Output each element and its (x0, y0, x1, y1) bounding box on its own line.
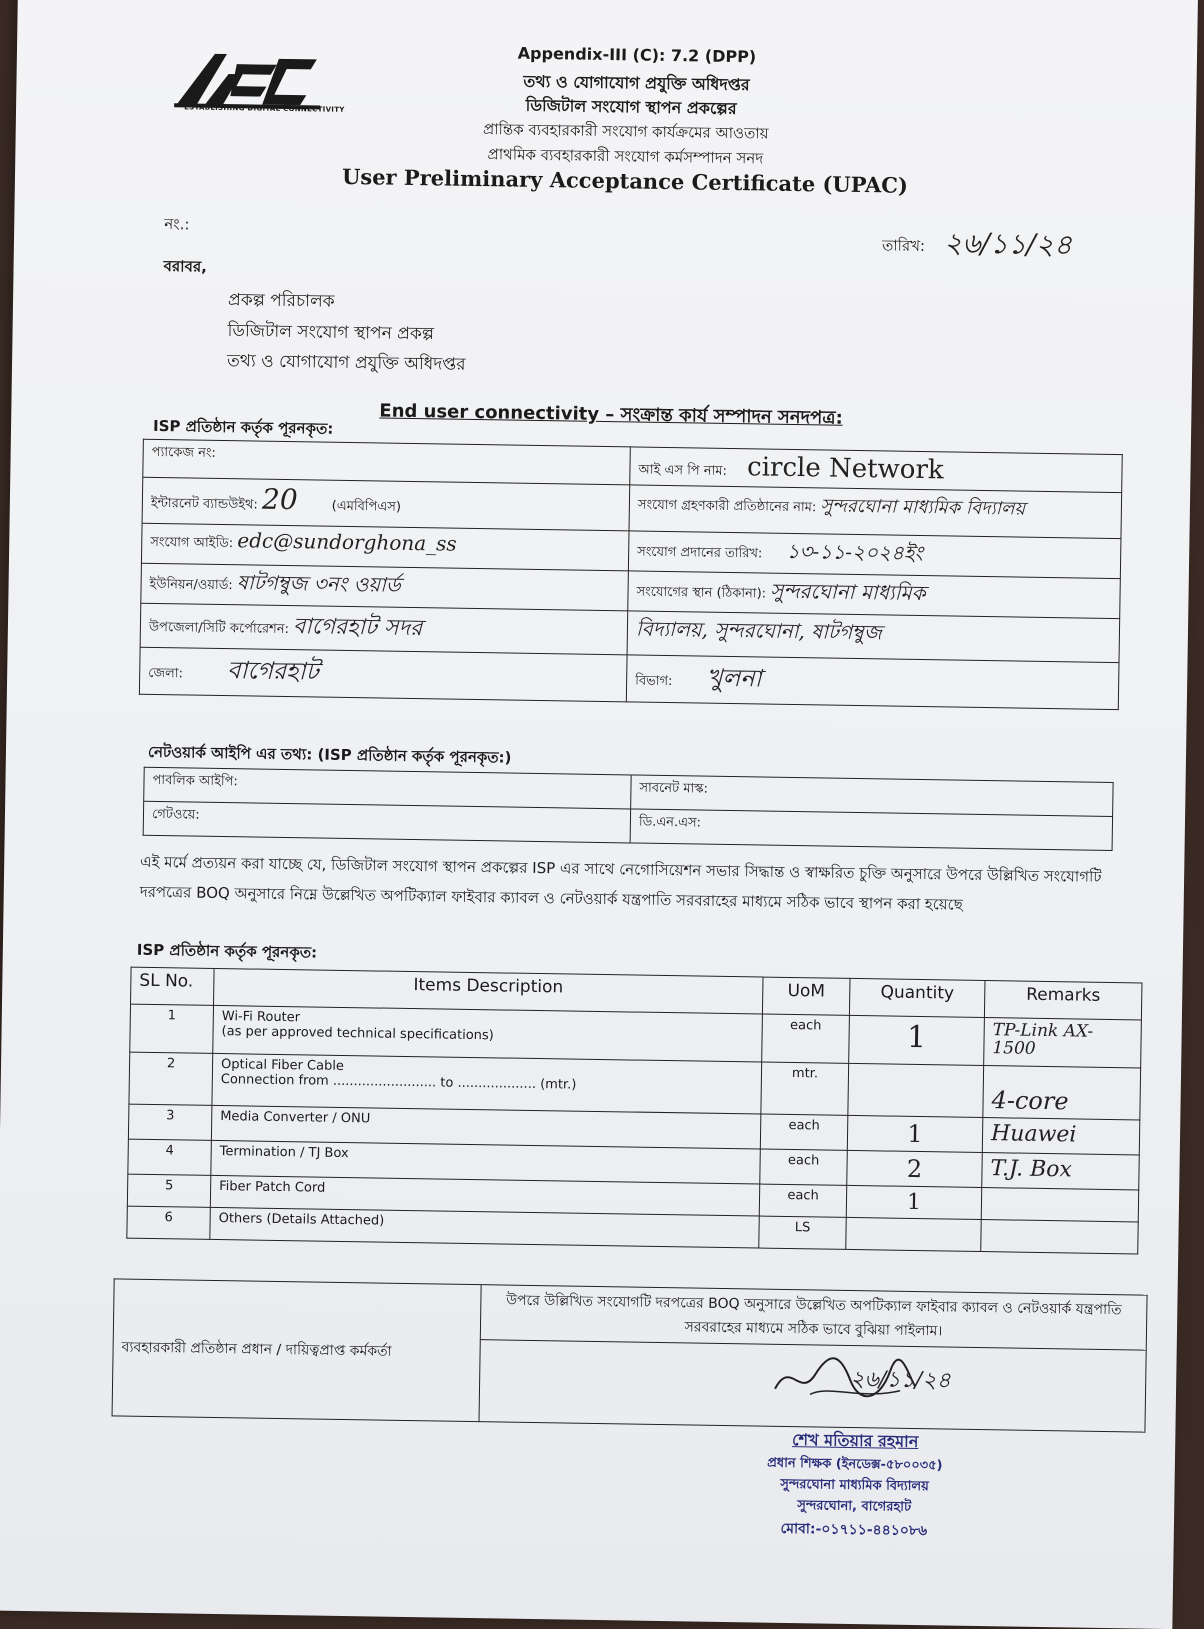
subnet-label: সাবনেট মাস্ক: (639, 780, 709, 797)
stamp-phone: মোবা:-০১৭১১-৪৪১০৮৬ (780, 1520, 928, 1540)
location-value-1: সুন্দরঘোনা মাধ্যমিক (770, 578, 926, 606)
recipient-department: তথ্য ও যোগাযোগ প্রযুক্তি অধিদপ্তর (226, 351, 466, 375)
connection-id-value: edc@sundorghona_ss (237, 528, 457, 556)
division-cell (626, 655, 1119, 710)
row-quantity (846, 1217, 981, 1251)
row-quantity: 1 (846, 1185, 981, 1219)
section2-heading: নেটওয়ার্ক আইপি এর তথ্য: (ISP প্রতিষ্ঠান কর্তৃক পূরনকৃত:) (147, 742, 512, 767)
item-name: Optical Fiber Cable (220, 1057, 345, 1074)
row-sl: 5 (127, 1174, 210, 1207)
bandwidth-value: 20 (261, 482, 298, 517)
upazila-label: উপজেলা/সিটি কর্পোরেশন: (148, 619, 290, 638)
row-sl: 4 (128, 1139, 212, 1175)
subject-line: End user connectivity – সংক্রান্ত কার্য সম্পাদন সনদপত্র: (379, 400, 843, 429)
upazila-cell (140, 603, 628, 655)
row-sl: 2 (129, 1052, 213, 1105)
date-value: ২৬/১১/২৪ (943, 226, 1073, 262)
col-uom: UoM (762, 977, 850, 1015)
row-remarks: 4-core (983, 1066, 1141, 1120)
network-ip-table (143, 767, 1114, 851)
row-description: Media Converter / ONU (211, 1105, 760, 1149)
district-label: জেলা: (148, 665, 184, 682)
row-uom: mtr. (761, 1062, 849, 1115)
isp-name-label: আই এস পি নাম: (638, 462, 728, 479)
gateway-cell (143, 801, 630, 843)
item-note: (as per approved technical specifications) (221, 1024, 494, 1044)
bandwidth-label: ইন্টারনেট ব্যান্ডউইথ: (150, 495, 258, 513)
item-name: Wi-Fi Router (221, 1009, 301, 1026)
dns-cell (630, 809, 1112, 851)
row-description (213, 1005, 763, 1062)
signoff-table (112, 1278, 1148, 1432)
declaration-text: এই মর্মে প্রত্যয়ন করা যাচ্ছে যে, ডিজিটাল সংযোগ স্থাপন প্রকল্পের ISP এর সাথে নেগোসিয়েশন সভার সিদ্ধান্ত ও স্বাক্ষরিত চুক্তি অনুসারে উপরে উল্লিখিত সংযোগটি দরপত্রের BOQ অনুসারে নিম্নে উল্লেখিত অপটিক্যাল ফাইবার ক্যাবল ও নেটওয়ার্ক যন্ত্রপাতি সরবরাহের মাধ্যমে সঠিক ভাবে স্থাপন করা হয়েছে (139, 852, 1102, 914)
row-sl: 3 (128, 1104, 212, 1140)
row-quantity: 2 (847, 1150, 983, 1187)
stamp-address: সুন্দরঘোনা, বাগেরহাট (797, 1498, 912, 1515)
institution-value: সুন্দরঘোনা মাধ্যমিক বিদ্যালয় (820, 495, 1026, 520)
logo-tagline: ESTABLISHING DIGITAL CONNECTIVITY (184, 103, 345, 114)
number-label: নং.: (164, 215, 190, 234)
bandwidth-unit: (এমবিপিএস) (331, 498, 402, 515)
location-continued-cell (627, 611, 1120, 663)
institution-label: সংযোগ গ্রহণকারী প্রতিষ্ঠানের নাম: (637, 497, 817, 516)
recipient-title: প্রকল্প পরিচালক (227, 290, 335, 312)
recipient-project: ডিজিটাল সংযোগ স্থাপন প্রকল্প (227, 321, 435, 345)
user-authority-label: ব্যবহারকারী প্রতিষ্ঠান প্রধান / দায়িত্বপ্রাপ্ত কর্মকর্তা (121, 1339, 392, 1360)
salutation: বরাবর, (163, 257, 207, 276)
acceptance-text: উপরে উল্লিখিত সংযোগটি দরপত্রের BOQ অনুসারে উল্লেখিত অপটিক্যাল ফাইবার ক্যাবল ও নেটওয়ার্ক যন্ত্রপাতি সরবরাহের মাধ্যমে সঠিক ভাবে বুঝিয়া পাইলাম। (480, 1285, 1147, 1350)
stamp-name: শেখ মতিয়ার রহমান (791, 1430, 919, 1452)
official-stamp (724, 1426, 986, 1544)
district-value: বাগেরহাট (226, 656, 319, 686)
col-quantity: Quantity (849, 978, 985, 1017)
row-remarks (981, 1220, 1138, 1254)
stamp-designation: প্রধান শিক্ষক (ইনডেক্স-৫৮০০৩৫) (767, 1455, 943, 1474)
gateway-label: গেটওয়ে: (151, 806, 200, 823)
item-note: Connection from ......................... to ................... (mtr.) (220, 1072, 577, 1093)
col-description: Items Description (214, 968, 764, 1014)
date-label: তারিখ: (881, 236, 926, 256)
connection-date-value: ১৩-১১-২০২৪ইং (786, 538, 924, 566)
project-line: ডিজিটাল সংযোগ স্থাপন প্রকল্পের (525, 95, 737, 119)
location-value-2: বিদ্যালয়, সুন্দরঘোনা, ষাটগম্বুজ (635, 616, 882, 645)
row-sl: 6 (127, 1206, 210, 1239)
certificate-title: User Preliminary Acceptance Certificate (UPAC) (341, 163, 909, 198)
institution-cell (629, 485, 1122, 539)
items-table (126, 967, 1142, 1255)
row-uom: each (762, 1014, 850, 1063)
row-remarks: T.J. Box (982, 1153, 1140, 1190)
public-ip-label: পাবলিক আইপি: (152, 772, 238, 790)
signature-date: ২৬/১১/২৪ (850, 1366, 951, 1394)
stamp-school: সুন্দরঘোনা মাধ্যমিক বিদ্যালয় (780, 1476, 929, 1495)
program-line: প্রান্তিক ব্যবহারকারী সংযোগ কার্যক্রমের আওতায় (482, 120, 769, 143)
dns-label: ডি.এন.এস: (638, 814, 702, 831)
row-quantity: 1 (847, 1115, 983, 1152)
section1-heading: ISP প্রতিষ্ঠান কর্তৃক পূরনকৃত: (152, 416, 334, 438)
division-value: খুলনা (706, 663, 762, 693)
union-value: ষাটগম্বুজ ৩নং ওয়ার্ড (236, 570, 401, 597)
certificate-bn-line: প্রাথমিক ব্যবহারকারী সংযোগ কর্মসম্পাদন সনদ (487, 145, 764, 168)
bandwidth-cell (142, 477, 630, 531)
row-description (212, 1053, 762, 1114)
col-sl: SL No. (131, 967, 215, 1005)
isp-name-value: circle Network (746, 452, 944, 486)
row-quantity: 1 (849, 1015, 985, 1065)
connection-date-label: সংযোগ প্রদানের তারিখ: (637, 544, 763, 562)
row-uom: each (760, 1149, 848, 1185)
signature-cell (479, 1340, 1146, 1432)
user-authority-cell (112, 1279, 481, 1422)
row-uom: LS (759, 1216, 846, 1249)
row-uom: each (759, 1184, 846, 1217)
division-label: বিভাগ: (635, 673, 673, 690)
package-label: প্যাকেজ নং: (151, 444, 216, 461)
row-sl: 1 (130, 1004, 214, 1053)
union-label: ইউনিয়ন/ওয়ার্ড: (149, 576, 233, 594)
location-label: সংযোগের স্থান (ঠিকানা): (636, 584, 767, 602)
row-description: Fiber Patch Cord (210, 1175, 759, 1216)
row-uom: each (760, 1114, 848, 1150)
appendix-line: Appendix-III (C): 7.2 (DPP) (517, 43, 757, 67)
row-remarks (981, 1188, 1138, 1222)
upazila-value: বাগেরহাট সদর (292, 614, 423, 642)
col-remarks: Remarks (984, 981, 1142, 1020)
row-quantity (848, 1063, 984, 1117)
row-remarks: TP-Link AX-1500 (984, 1018, 1142, 1068)
district-cell (139, 647, 627, 702)
row-remarks: Huawei (982, 1118, 1140, 1155)
connection-info-grid (139, 439, 1123, 710)
connection-id-label: সংযোগ আইডি: (150, 534, 234, 552)
row-description: Termination / TJ Box (211, 1140, 760, 1184)
row-description: Others (Details Attached) (210, 1207, 759, 1248)
section3-heading: ISP প্রতিষ্ঠান কর্তৃক পূরনকৃত: (136, 940, 318, 962)
ministry-line: তথ্য ও যোগাযোগ প্রযুক্তি অধিদপ্তর (523, 71, 750, 95)
